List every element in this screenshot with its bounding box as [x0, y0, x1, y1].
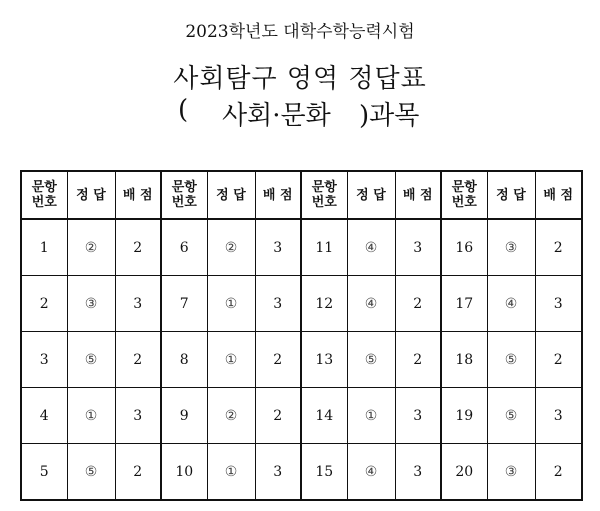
- answer-choice: ⑤: [67, 332, 115, 388]
- points-value: 2: [535, 332, 582, 388]
- answer-choice: ④: [347, 219, 395, 276]
- points-header: 배 점: [395, 171, 441, 219]
- question-number: 11: [301, 219, 347, 276]
- points-value: 2: [115, 332, 161, 388]
- answer-choice: ②: [207, 388, 255, 444]
- question-number: 8: [161, 332, 207, 388]
- table-row: [21, 444, 582, 501]
- question-number: 13: [301, 332, 347, 388]
- points-header: 배 점: [255, 171, 301, 219]
- answer-header: 정 답: [487, 171, 535, 219]
- question-number: 1: [21, 219, 67, 276]
- points-value: 3: [395, 219, 441, 276]
- answer-choice: ③: [487, 444, 535, 501]
- question-number-header: [441, 171, 487, 219]
- question-header-line2: 번호: [171, 195, 197, 210]
- table-row: [21, 332, 582, 388]
- question-number: 16: [441, 219, 487, 276]
- answer-choice: ⑤: [487, 332, 535, 388]
- question-number: 4: [21, 388, 67, 444]
- question-number: 14: [301, 388, 347, 444]
- subject-paren-open: (: [178, 95, 189, 125]
- points-value: 3: [115, 388, 161, 444]
- question-number: 6: [161, 219, 207, 276]
- answer-choice: ⑤: [67, 444, 115, 501]
- points-value: 3: [535, 388, 582, 444]
- points-value: 2: [255, 332, 301, 388]
- table-row: [21, 219, 582, 276]
- points-value: 2: [255, 388, 301, 444]
- points-header: 배 점: [535, 171, 582, 219]
- question-header-line2: 번호: [31, 195, 57, 210]
- question-number: 19: [441, 388, 487, 444]
- question-number: 3: [21, 332, 67, 388]
- question-header-line1: 문항: [31, 180, 57, 195]
- question-number-header: [161, 171, 207, 219]
- answer-choice: ④: [347, 444, 395, 501]
- answer-choice: ④: [487, 276, 535, 332]
- question-number: 20: [441, 444, 487, 501]
- question-header-line2: 번호: [451, 195, 477, 210]
- answer-choice: ⑤: [347, 332, 395, 388]
- question-number: 2: [21, 276, 67, 332]
- points-value: 2: [535, 219, 582, 276]
- question-number-header: [301, 171, 347, 219]
- answer-table: [20, 170, 583, 501]
- points-value: 2: [535, 444, 582, 501]
- subject-paren-close: )과목: [359, 101, 420, 131]
- question-number: 10: [161, 444, 207, 501]
- points-value: 3: [255, 444, 301, 501]
- question-number: 9: [161, 388, 207, 444]
- points-value: 2: [115, 444, 161, 501]
- answer-choice: ②: [207, 219, 255, 276]
- table-header-row: [21, 171, 582, 219]
- question-header-line1: 문항: [171, 180, 197, 195]
- answer-header: 정 답: [207, 171, 255, 219]
- answer-choice: ①: [67, 388, 115, 444]
- question-number: 17: [441, 276, 487, 332]
- answer-choice: ③: [67, 276, 115, 332]
- question-number: 15: [301, 444, 347, 501]
- subject-line: [0, 95, 600, 129]
- points-value: 3: [395, 388, 441, 444]
- answer-choice: ④: [347, 276, 395, 332]
- points-value: 2: [395, 276, 441, 332]
- question-header-line1: 문항: [311, 180, 337, 195]
- question-number: 12: [301, 276, 347, 332]
- table-row: [21, 388, 582, 444]
- answer-choice: ①: [347, 388, 395, 444]
- answer-header: 정 답: [347, 171, 395, 219]
- subject-name: 사회·문화: [222, 101, 331, 131]
- points-value: 2: [115, 219, 161, 276]
- points-value: 3: [535, 276, 582, 332]
- answer-choice: ③: [487, 219, 535, 276]
- points-value: 3: [255, 219, 301, 276]
- answer-choice: ②: [67, 219, 115, 276]
- answer-choice: ⑤: [487, 388, 535, 444]
- points-value: 3: [115, 276, 161, 332]
- question-number: 18: [441, 332, 487, 388]
- points-header: 배 점: [115, 171, 161, 219]
- answer-choice: ①: [207, 276, 255, 332]
- points-value: 3: [395, 444, 441, 501]
- table-row: [21, 276, 582, 332]
- points-value: 3: [255, 276, 301, 332]
- points-value: 2: [395, 332, 441, 388]
- question-number: 7: [161, 276, 207, 332]
- exam-title: 2023학년도 대학수학능력시험: [185, 22, 415, 42]
- question-number-header: [21, 171, 67, 219]
- answer-header: 정 답: [67, 171, 115, 219]
- answer-choice: ①: [207, 444, 255, 501]
- question-header-line1: 문항: [451, 180, 477, 195]
- answer-choice: ①: [207, 332, 255, 388]
- answer-key-title: 사회탐구 영역 정답표: [173, 64, 427, 94]
- question-number: 5: [21, 444, 67, 501]
- question-header-line2: 번호: [311, 195, 337, 210]
